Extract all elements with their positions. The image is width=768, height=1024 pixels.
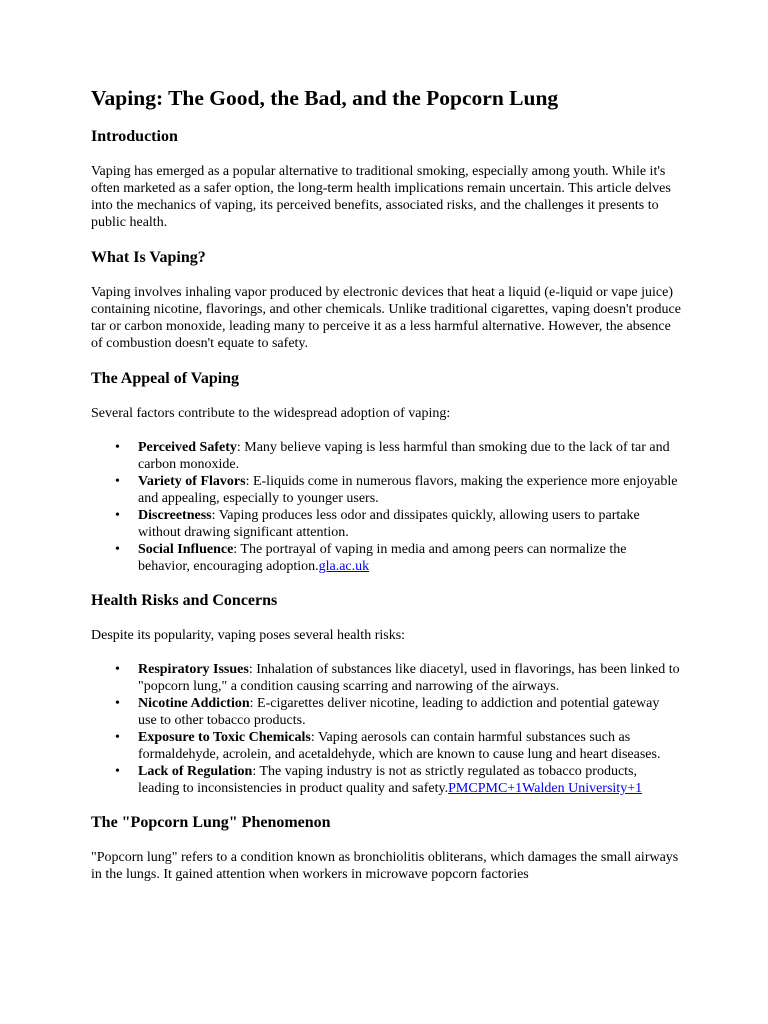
bullet-icon: • [115,662,120,677]
paragraph-appeal: Several factors contribute to the widespread adoption of vaping: [91,406,451,421]
list-item [115,661,681,695]
heading-introduction: Introduction [91,128,178,145]
list-item-text: : E-cigarettes deliver nicotine, leading to addiction and potential gateway use to other tobacco products. [138,696,660,728]
list-item [115,729,681,763]
bullet-icon: • [115,730,120,745]
bullet-icon: • [115,474,120,489]
list-item-text: : The portrayal of vaping in media and among peers can normalize the behavior, encouraging adoption. [138,542,627,574]
list-item-term: Variety of Flavors [138,474,246,489]
list-item-text: : Vaping aerosols can contain harmful substances such as formaldehyde, acrolein, and acetaldehyde, which are known to cause lung and heart diseases. [138,730,661,762]
list-item-term: Discreetness [138,508,212,523]
list-item-term: Exposure to Toxic Chemicals [138,730,311,745]
list-item [115,695,681,729]
bullet-icon: • [115,764,120,779]
list-item [115,507,681,541]
list-item-term: Perceived Safety [138,440,237,455]
list-item-text: : E-liquids come in numerous flavors, making the experience more enjoyable and appealing, especially to younger users. [138,474,678,506]
list-item [115,541,681,575]
heading-appeal: The Appeal of Vaping [91,370,240,387]
paragraph-what-is-vaping: Vaping involves inhaling vapor produced by electronic devices that heat a liquid (e-liquid or vape juice) containing nicotine, flavorings, and other chemicals. Unlike traditional cigarettes, vaping doesn't produce tar or carbon monoxide, leading many to perceive it as a less harmful alternative. However, the absence of combustion doesn't equate to safety. [91,285,681,351]
bullet-icon: • [115,542,120,557]
paragraph-popcorn-lung: "Popcorn lung" refers to a condition known as bronchiolitis obliterans, which damages the small airways in the lungs. It gained attention when workers in microwave popcorn factories [91,850,679,882]
paragraph-health-risks: Despite its popularity, vaping poses several health risks: [91,628,406,643]
list-item-term: Respiratory Issues [138,662,249,677]
list-item [115,473,681,507]
page-title: Vaping: The Good, the Bad, and the Popcorn Lung [91,86,559,110]
list-item [115,439,681,473]
source-link-pmc-walden[interactable]: PMCPMC+1Walden University+1 [448,781,643,796]
list-item [115,763,681,797]
list-item-term: Lack of Regulation [138,764,253,779]
list-item-term: Social Influence [138,542,234,557]
bullet-icon: • [115,508,120,523]
document-page [91,84,681,900]
heading-what-is-vaping: What Is Vaping? [91,249,206,266]
list-item-text: : Vaping produces less odor and dissipates quickly, allowing users to partake without drawing significant attention. [138,508,640,540]
source-link-gla[interactable]: gla.ac.uk [318,559,370,574]
paragraph-introduction: Vaping has emerged as a popular alternative to traditional smoking, especially among youth. While it's often marketed as a safer option, the long-term health implications remain uncertain. This article delves into the mechanics of vaping, its perceived benefits, associated risks, and the challenges it presents to public health. [91,164,671,230]
list-item-text: : Many believe vaping is less harmful than smoking due to the lack of tar and carbon monoxide. [138,440,670,472]
heading-popcorn-lung: The "Popcorn Lung" Phenomenon [91,814,331,831]
list-health-risks [91,661,681,797]
list-item-text: : Inhalation of substances like diacetyl, used in flavorings, has been linked to "popcorn lung," a condition causing scarring and narrowing of the airways. [138,662,680,694]
list-appeal [91,439,681,575]
list-item-text: : The vaping industry is not as strictly regulated as tobacco products, leading to inconsistencies in product quality and safety. [138,764,638,796]
bullet-icon: • [115,696,120,711]
bullet-icon: • [115,440,120,455]
list-item-term: Nicotine Addiction [138,696,250,711]
heading-health-risks: Health Risks and Concerns [91,592,278,609]
